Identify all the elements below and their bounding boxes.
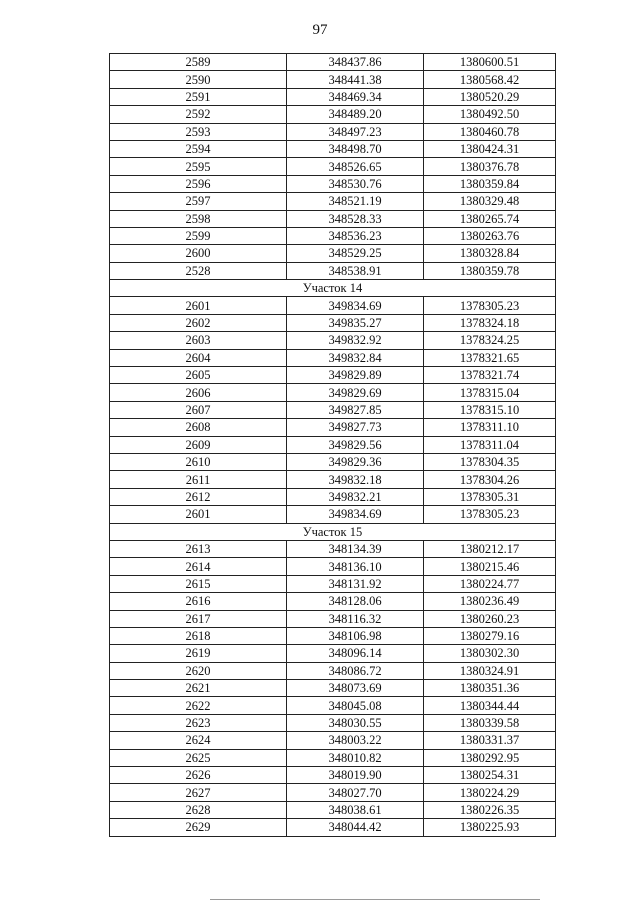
x-coordinate-cell: 348441.38 — [287, 71, 424, 88]
x-coordinate-cell: 348131.92 — [287, 575, 424, 592]
x-coordinate-cell: 348489.20 — [287, 106, 424, 123]
y-coordinate-cell: 1380351.36 — [424, 680, 556, 697]
point-number-cell: 2611 — [110, 471, 287, 488]
x-coordinate-cell: 349832.18 — [287, 471, 424, 488]
x-coordinate-cell: 348044.42 — [287, 819, 424, 836]
point-number-cell: 2613 — [110, 540, 287, 557]
y-coordinate-cell: 1380260.23 — [424, 610, 556, 627]
x-coordinate-cell: 348027.70 — [287, 784, 424, 801]
y-coordinate-cell: 1378315.10 — [424, 401, 556, 418]
point-number-cell: 2605 — [110, 367, 287, 384]
point-number-cell: 2628 — [110, 801, 287, 818]
y-coordinate-cell: 1380600.51 — [424, 54, 556, 71]
x-coordinate-cell: 349832.84 — [287, 349, 424, 366]
x-coordinate-cell: 348019.90 — [287, 767, 424, 784]
point-number-cell: 2615 — [110, 575, 287, 592]
x-coordinate-cell: 349834.69 — [287, 506, 424, 523]
table-row — [110, 88, 556, 105]
y-coordinate-cell: 1378324.25 — [424, 332, 556, 349]
point-number-cell: 2601 — [110, 297, 287, 314]
point-number-cell: 2597 — [110, 193, 287, 210]
x-coordinate-cell: 348530.76 — [287, 175, 424, 192]
y-coordinate-cell: 1380224.29 — [424, 784, 556, 801]
x-coordinate-cell: 348038.61 — [287, 801, 424, 818]
point-number-cell: 2598 — [110, 210, 287, 227]
section-label: Участок 14 — [110, 280, 556, 297]
y-coordinate-cell: 1378324.18 — [424, 314, 556, 331]
x-coordinate-cell: 348106.98 — [287, 627, 424, 644]
x-coordinate-cell: 349829.89 — [287, 367, 424, 384]
point-number-cell: 2614 — [110, 558, 287, 575]
point-number-cell: 2592 — [110, 106, 287, 123]
section-header-row — [110, 280, 556, 297]
bottom-divider — [210, 899, 540, 900]
table-row — [110, 558, 556, 575]
table-row — [110, 123, 556, 140]
x-coordinate-cell: 349829.56 — [287, 436, 424, 453]
x-coordinate-cell: 348521.19 — [287, 193, 424, 210]
y-coordinate-cell: 1380359.84 — [424, 175, 556, 192]
x-coordinate-cell: 348497.23 — [287, 123, 424, 140]
y-coordinate-cell: 1378315.04 — [424, 384, 556, 401]
table-row — [110, 175, 556, 192]
x-coordinate-cell: 348134.39 — [287, 540, 424, 557]
table-row — [110, 593, 556, 610]
x-coordinate-cell: 348469.34 — [287, 88, 424, 105]
table-row — [110, 714, 556, 731]
point-number-cell: 2593 — [110, 123, 287, 140]
table-row — [110, 158, 556, 175]
y-coordinate-cell: 1380279.16 — [424, 627, 556, 644]
point-number-cell: 2607 — [110, 401, 287, 418]
y-coordinate-cell: 1378304.26 — [424, 471, 556, 488]
x-coordinate-cell: 348526.65 — [287, 158, 424, 175]
x-coordinate-cell: 348528.33 — [287, 210, 424, 227]
y-coordinate-cell: 1380568.42 — [424, 71, 556, 88]
x-coordinate-cell: 348096.14 — [287, 645, 424, 662]
point-number-cell: 2629 — [110, 819, 287, 836]
x-coordinate-cell: 348030.55 — [287, 714, 424, 731]
point-number-cell: 2604 — [110, 349, 287, 366]
table-row — [110, 227, 556, 244]
y-coordinate-cell: 1378305.23 — [424, 297, 556, 314]
point-number-cell: 2626 — [110, 767, 287, 784]
y-coordinate-cell: 1380263.76 — [424, 227, 556, 244]
point-number-cell: 2617 — [110, 610, 287, 627]
x-coordinate-cell: 349832.21 — [287, 488, 424, 505]
table-row — [110, 140, 556, 157]
table-row — [110, 784, 556, 801]
point-number-cell: 2528 — [110, 262, 287, 279]
x-coordinate-cell: 349835.27 — [287, 314, 424, 331]
table-row — [110, 106, 556, 123]
y-coordinate-cell: 1378304.35 — [424, 453, 556, 470]
point-number-cell: 2602 — [110, 314, 287, 331]
y-coordinate-cell: 1380236.49 — [424, 593, 556, 610]
table-row — [110, 419, 556, 436]
y-coordinate-cell: 1380331.37 — [424, 732, 556, 749]
point-number-cell: 2627 — [110, 784, 287, 801]
y-coordinate-cell: 1380359.78 — [424, 262, 556, 279]
table-row — [110, 245, 556, 262]
x-coordinate-cell: 348538.91 — [287, 262, 424, 279]
point-number-cell: 2619 — [110, 645, 287, 662]
table-row — [110, 575, 556, 592]
point-number-cell: 2625 — [110, 749, 287, 766]
table-row — [110, 819, 556, 836]
x-coordinate-cell: 348045.08 — [287, 697, 424, 714]
coordinates-table — [109, 53, 556, 837]
y-coordinate-cell: 1380265.74 — [424, 210, 556, 227]
x-coordinate-cell: 349832.92 — [287, 332, 424, 349]
x-coordinate-cell: 348136.10 — [287, 558, 424, 575]
table-row — [110, 436, 556, 453]
table-row — [110, 210, 556, 227]
point-number-cell: 2616 — [110, 593, 287, 610]
table-row — [110, 627, 556, 644]
point-number-cell: 2603 — [110, 332, 287, 349]
x-coordinate-cell: 348086.72 — [287, 662, 424, 679]
table-row — [110, 262, 556, 279]
y-coordinate-cell: 1380215.46 — [424, 558, 556, 575]
y-coordinate-cell: 1380292.95 — [424, 749, 556, 766]
section-label: Участок 15 — [110, 523, 556, 540]
point-number-cell: 2623 — [110, 714, 287, 731]
table-row — [110, 610, 556, 627]
coordinates-table-body — [110, 54, 556, 837]
table-row — [110, 453, 556, 470]
point-number-cell: 2618 — [110, 627, 287, 644]
y-coordinate-cell: 1378321.65 — [424, 349, 556, 366]
table-row — [110, 384, 556, 401]
section-header-row — [110, 523, 556, 540]
table-row — [110, 71, 556, 88]
point-number-cell: 2608 — [110, 419, 287, 436]
x-coordinate-cell: 349834.69 — [287, 297, 424, 314]
x-coordinate-cell: 348073.69 — [287, 680, 424, 697]
table-row — [110, 314, 556, 331]
x-coordinate-cell: 348003.22 — [287, 732, 424, 749]
y-coordinate-cell: 1380460.78 — [424, 123, 556, 140]
point-number-cell: 2621 — [110, 680, 287, 697]
y-coordinate-cell: 1380492.50 — [424, 106, 556, 123]
point-number-cell: 2599 — [110, 227, 287, 244]
x-coordinate-cell: 348116.32 — [287, 610, 424, 627]
y-coordinate-cell: 1378305.31 — [424, 488, 556, 505]
point-number-cell: 2622 — [110, 697, 287, 714]
x-coordinate-cell: 349829.36 — [287, 453, 424, 470]
y-coordinate-cell: 1378321.74 — [424, 367, 556, 384]
y-coordinate-cell: 1380328.84 — [424, 245, 556, 262]
table-row — [110, 349, 556, 366]
point-number-cell: 2600 — [110, 245, 287, 262]
y-coordinate-cell: 1378305.23 — [424, 506, 556, 523]
table-row — [110, 645, 556, 662]
point-number-cell: 2591 — [110, 88, 287, 105]
point-number-cell: 2590 — [110, 71, 287, 88]
y-coordinate-cell: 1380226.35 — [424, 801, 556, 818]
table-row — [110, 488, 556, 505]
point-number-cell: 2610 — [110, 453, 287, 470]
y-coordinate-cell: 1380254.31 — [424, 767, 556, 784]
page-number: 97 — [312, 22, 328, 38]
point-number-cell: 2594 — [110, 140, 287, 157]
x-coordinate-cell: 349829.69 — [287, 384, 424, 401]
y-coordinate-cell: 1380324.91 — [424, 662, 556, 679]
x-coordinate-cell: 348437.86 — [287, 54, 424, 71]
x-coordinate-cell: 349827.85 — [287, 401, 424, 418]
table-row — [110, 471, 556, 488]
table-row — [110, 332, 556, 349]
y-coordinate-cell: 1380212.17 — [424, 540, 556, 557]
point-number-cell: 2612 — [110, 488, 287, 505]
point-number-cell: 2620 — [110, 662, 287, 679]
table-row — [110, 367, 556, 384]
y-coordinate-cell: 1380302.30 — [424, 645, 556, 662]
x-coordinate-cell: 348498.70 — [287, 140, 424, 157]
point-number-cell: 2589 — [110, 54, 287, 71]
table-row — [110, 193, 556, 210]
y-coordinate-cell: 1380225.93 — [424, 819, 556, 836]
y-coordinate-cell: 1380344.44 — [424, 697, 556, 714]
table-row — [110, 680, 556, 697]
table-row — [110, 767, 556, 784]
table-row — [110, 662, 556, 679]
x-coordinate-cell: 349827.73 — [287, 419, 424, 436]
table-row — [110, 54, 556, 71]
y-coordinate-cell: 1380520.29 — [424, 88, 556, 105]
x-coordinate-cell: 348128.06 — [287, 593, 424, 610]
table-row — [110, 697, 556, 714]
table-row — [110, 732, 556, 749]
point-number-cell: 2596 — [110, 175, 287, 192]
y-coordinate-cell: 1378311.10 — [424, 419, 556, 436]
x-coordinate-cell: 348529.25 — [287, 245, 424, 262]
y-coordinate-cell: 1380224.77 — [424, 575, 556, 592]
table-row — [110, 297, 556, 314]
table-row — [110, 540, 556, 557]
table-row — [110, 801, 556, 818]
y-coordinate-cell: 1380424.31 — [424, 140, 556, 157]
y-coordinate-cell: 1380339.58 — [424, 714, 556, 731]
x-coordinate-cell: 348536.23 — [287, 227, 424, 244]
y-coordinate-cell: 1380376.78 — [424, 158, 556, 175]
point-number-cell: 2609 — [110, 436, 287, 453]
table-row — [110, 401, 556, 418]
table-row — [110, 749, 556, 766]
point-number-cell: 2595 — [110, 158, 287, 175]
table-row — [110, 506, 556, 523]
point-number-cell: 2624 — [110, 732, 287, 749]
y-coordinate-cell: 1378311.04 — [424, 436, 556, 453]
y-coordinate-cell: 1380329.48 — [424, 193, 556, 210]
point-number-cell: 2601 — [110, 506, 287, 523]
point-number-cell: 2606 — [110, 384, 287, 401]
x-coordinate-cell: 348010.82 — [287, 749, 424, 766]
